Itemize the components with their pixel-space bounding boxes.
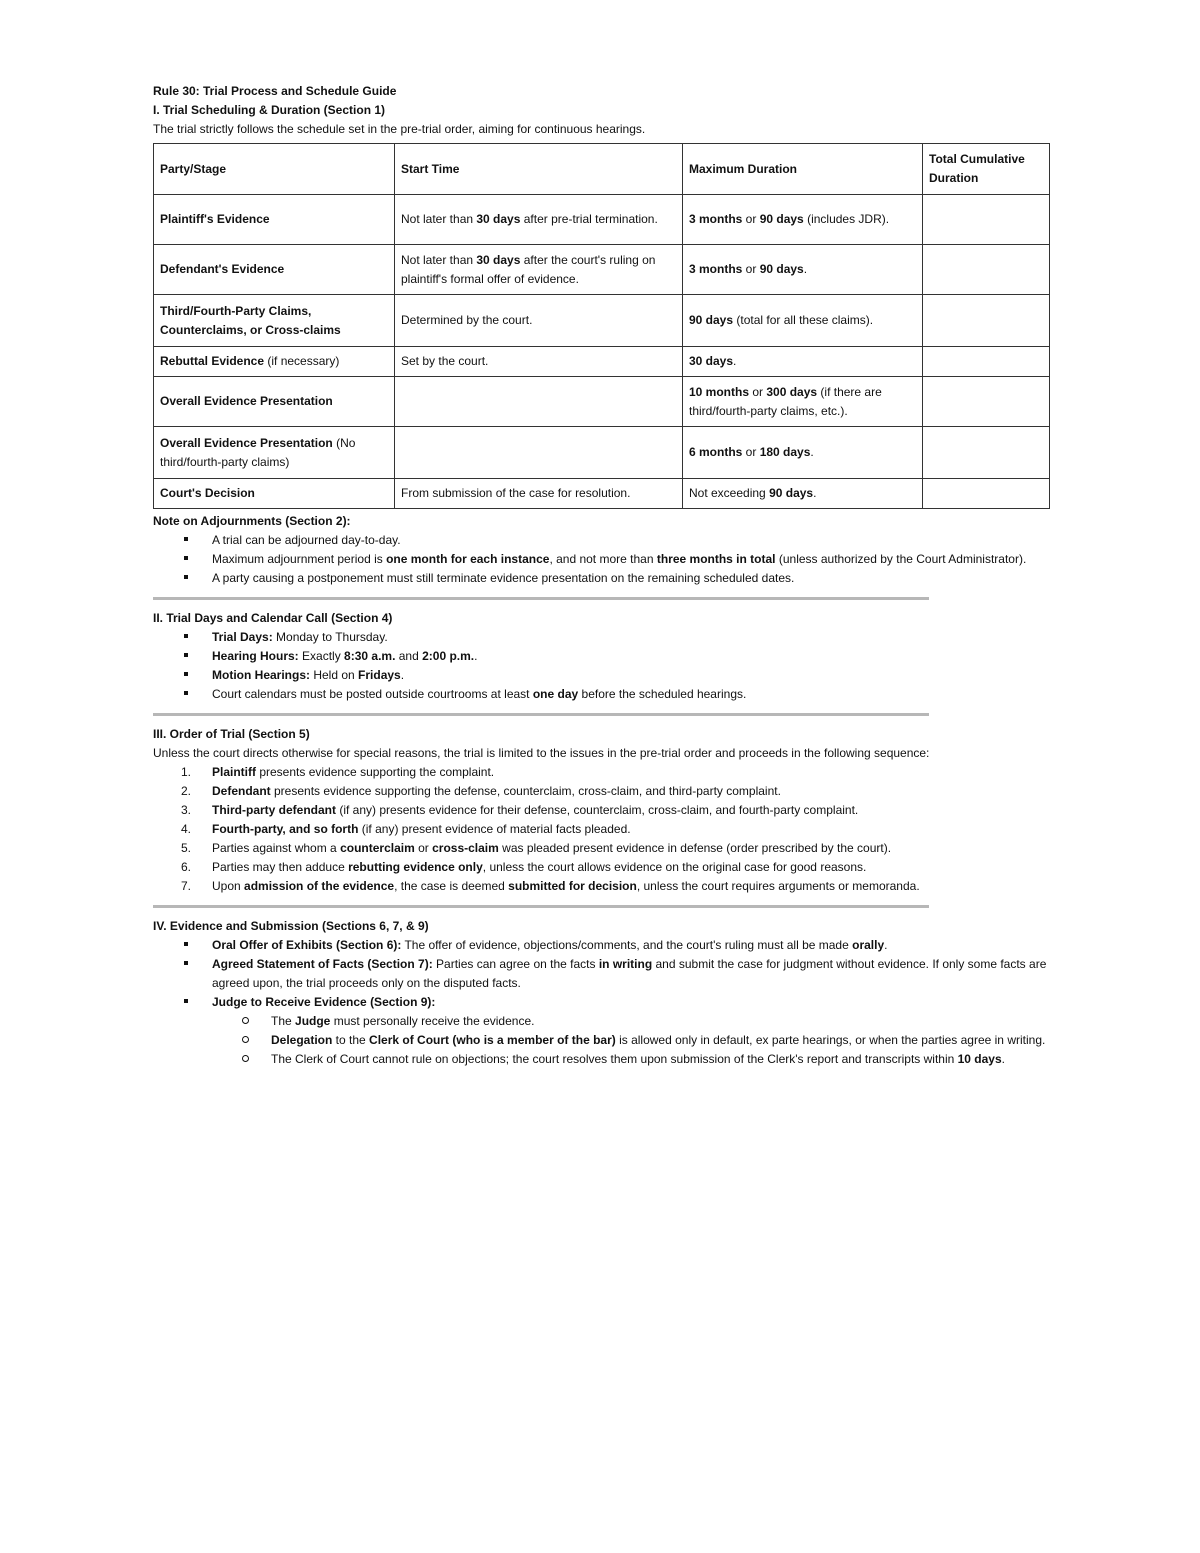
table-header-cell: Start Time — [395, 144, 683, 195]
item-number: 1. — [181, 765, 192, 779]
section-divider — [153, 597, 929, 600]
list-item: 6. Parties may then adduce rebutting evidence only, unless the court allows evidence on the original case for good reasons. — [153, 858, 1048, 877]
list-item: Oral Offer of Exhibits (Section 6): The offer of evidence, objections/comments, and the court's ruling must all be made orally. — [153, 936, 1048, 955]
list-item: 2. Defendant presents evidence supporting the defense, counterclaim, cross-claim, and third-party complaint. — [153, 782, 1048, 801]
bold-text: Trial Days: — [212, 630, 273, 644]
table-header-row — [154, 144, 1050, 195]
max-duration-cell: Not exceeding 90 days. — [683, 479, 923, 509]
max-duration-cell: 10 months or 300 days (if there are third/fourth-party claims, etc.). — [683, 377, 923, 427]
circle-bullet-icon — [242, 1055, 249, 1062]
bold-text: one day — [532, 687, 579, 701]
table-row — [154, 377, 1050, 427]
bold-text: 3 months — [689, 212, 743, 226]
max-duration-cell: 6 months or 180 days. — [683, 427, 923, 479]
list-item: 5. Parties against whom a counterclaim or cross-claim was pleaded present evidence in defense (order prescribed by the court). — [153, 839, 1048, 858]
max-duration-cell: 3 months or 90 days. — [683, 245, 923, 295]
document-title: Rule 30: Trial Process and Schedule Guide — [153, 84, 397, 98]
table-row — [154, 245, 1050, 295]
bold-text: cross-claim — [432, 841, 499, 855]
bold-text: Defendant — [212, 784, 271, 798]
bold-text: Plaintiff's Evidence — [160, 212, 270, 226]
section-1-heading: I. Trial Scheduling & Duration (Section 1) — [153, 103, 386, 117]
item-number: 4. — [181, 822, 192, 836]
stage-cell: Overall Evidence Presentation (No third/fourth-party claims) — [154, 427, 395, 479]
bold-text: Rebuttal Evidence — [160, 354, 265, 368]
bold-text: 180 days — [759, 445, 811, 459]
start-time-cell — [395, 377, 683, 427]
evidence-submission-list — [153, 936, 1048, 1069]
max-duration-cell: 30 days. — [683, 347, 923, 377]
bold-text: 90 days — [759, 212, 804, 226]
list-item: Hearing Hours: Exactly 8:30 a.m. and 2:00 p.m.. — [153, 647, 1048, 666]
table-row — [154, 195, 1050, 245]
list-item: 3. Third-party defendant (if any) presents evidence for their defense, counterclaim, cross-claim, and fourth-party complaint. — [153, 801, 1048, 820]
list-item: Maximum adjournment period is one month for each instance, and not more than three months in total (unless authorized by the Court Administrator). — [153, 550, 1048, 569]
adjournments-heading: Note on Adjournments (Section 2): — [153, 514, 351, 528]
cumulative-duration-cell — [923, 377, 1050, 427]
list-item: 4. Fourth-party, and so forth (if any) present evidence of material facts pleaded. — [153, 820, 1048, 839]
section-3-intro: Unless the court directs otherwise for special reasons, the trial is limited to the issues in the pre-trial order and proceeds in the following sequence: — [153, 746, 930, 760]
bold-text: orally — [852, 938, 885, 952]
item-number: 3. — [181, 803, 192, 817]
cumulative-duration-cell — [923, 195, 1050, 245]
list-item: Court calendars must be posted outside courtrooms at least one day before the scheduled hearings. — [153, 685, 1048, 704]
bold-text: Third-party defendant — [212, 803, 337, 817]
bold-text: Overall Evidence Presentation — [160, 394, 333, 408]
judge-evidence-sublist — [153, 1012, 1048, 1069]
bold-text: Motion Hearings: — [212, 668, 310, 682]
item-number: 6. — [181, 860, 192, 874]
list-item: 1. Plaintiff presents evidence supporting the complaint. — [153, 763, 1048, 782]
item-number: 2. — [181, 784, 192, 798]
section-1-intro: The trial strictly follows the schedule set in the pre-trial order, aiming for continuous hearings. — [153, 122, 646, 136]
table-header-cell: Party/Stage — [154, 144, 395, 195]
bold-text: 300 days — [766, 384, 818, 399]
sub-list-item: Delegation to the Clerk of Court (who is a member of the bar) is allowed only in default, ex parte hearings, or when the parties agree in writing. — [153, 1031, 1048, 1050]
bold-text: 90 days — [769, 486, 814, 500]
start-time-cell: Not later than 30 days after pre-trial termination. — [395, 195, 683, 245]
bold-text: Plaintiff — [212, 765, 256, 779]
bold-text: 10 days — [957, 1052, 1002, 1066]
bold-text: Third/Fourth-Party Claims, Counterclaims, or Cross-claims — [160, 303, 341, 337]
max-duration-cell: 90 days (total for all these claims). — [683, 295, 923, 347]
sub-list-item: The Judge must personally receive the evidence. — [153, 1012, 1048, 1031]
table-header-cell: Total Cumulative Duration — [923, 144, 1050, 195]
bold-text: Judge to Receive Evidence (Section 9): — [212, 995, 436, 1009]
schedule-table — [153, 143, 1050, 509]
stage-cell: Rebuttal Evidence (if necessary) — [154, 347, 395, 377]
bold-text: 90 days — [689, 313, 734, 327]
cumulative-duration-cell — [923, 295, 1050, 347]
sub-list-item: The Clerk of Court cannot rule on objections; the court resolves them upon submission of the Clerk's report and transcripts within 10 days. — [153, 1050, 1048, 1069]
cumulative-duration-cell — [923, 427, 1050, 479]
bold-text: Clerk of Court (who is a member of the bar) — [369, 1033, 616, 1047]
item-number: 5. — [181, 841, 192, 855]
circle-bullet-icon — [242, 1017, 249, 1024]
bold-text: in writing — [598, 957, 653, 971]
bold-text: 8:30 a.m. — [344, 649, 396, 663]
list-item: 7. Upon admission of the evidence, the case is deemed submitted for decision, unless the court requires arguments or memoranda. — [153, 877, 1048, 896]
bold-text: 2:00 p.m. — [422, 649, 475, 663]
list-item: Motion Hearings: Held on Fridays. — [153, 666, 1048, 685]
bold-text: one month for each instance — [386, 552, 550, 566]
bold-text: Hearing Hours: — [212, 649, 299, 663]
trial-days-list — [153, 628, 1048, 704]
stage-cell — [154, 479, 395, 509]
list-item — [153, 993, 1048, 1012]
bold-text: 3 months — [689, 262, 743, 276]
bold-text: Defendant's Evidence — [160, 262, 285, 276]
bold-text: Court's Decision — [160, 486, 255, 500]
table-row — [154, 427, 1050, 479]
start-time-cell: Not later than 30 days after the court's ruling on plaintiff's formal offer of evidence. — [395, 245, 683, 295]
bold-text: three months in total — [656, 552, 776, 566]
list-item: Agreed Statement of Facts (Section 7): Parties can agree on the facts in writing and submit the case for judgment without evidence. If only some facts are agreed upon, the trial proceeds only on the disputed facts. — [153, 955, 1048, 993]
cumulative-duration-cell — [923, 347, 1050, 377]
cumulative-duration-cell — [923, 479, 1050, 509]
bold-text: submitted for decision — [508, 879, 637, 893]
table-body — [154, 195, 1050, 509]
adjournments-list — [153, 531, 1048, 588]
bold-text: Overall Evidence Presentation — [160, 435, 333, 450]
bold-text: admission of the evidence — [244, 879, 395, 893]
table-row — [154, 295, 1050, 347]
cumulative-duration-cell — [923, 245, 1050, 295]
circle-bullet-icon — [242, 1036, 249, 1043]
bold-text: Delegation — [271, 1033, 333, 1047]
document-content — [153, 82, 1048, 1069]
section-3-heading: III. Order of Trial (Section 5) — [153, 727, 310, 741]
bold-text: 10 months — [689, 384, 750, 399]
item-number: 7. — [181, 879, 192, 893]
bold-text: 30 days — [476, 212, 521, 226]
stage-cell — [154, 195, 395, 245]
section-divider — [153, 905, 929, 908]
bold-text: rebutting evidence only — [348, 860, 483, 874]
section-2-heading: II. Trial Days and Calendar Call (Section 4) — [153, 611, 393, 625]
bold-text: Agreed Statement of Facts (Section 7): — [212, 957, 433, 971]
table-row — [154, 479, 1050, 509]
list-item: Trial Days: Monday to Thursday. — [153, 628, 1048, 647]
stage-cell — [154, 377, 395, 427]
stage-cell — [154, 295, 395, 347]
table-header-cell: Maximum Duration — [683, 144, 923, 195]
list-item: A party causing a postponement must still terminate evidence presentation on the remaining scheduled dates. — [153, 569, 1048, 588]
start-time-cell: Determined by the court. — [395, 295, 683, 347]
max-duration-cell: 3 months or 90 days (includes JDR). — [683, 195, 923, 245]
bold-text: 6 months — [689, 445, 743, 459]
list-item: A trial can be adjourned day-to-day. — [153, 531, 1048, 550]
bold-text: 30 days — [476, 252, 521, 267]
bold-text: Judge — [295, 1014, 331, 1028]
table-row — [154, 347, 1050, 377]
section-divider — [153, 713, 929, 716]
bold-text: 90 days — [759, 262, 804, 276]
bold-text: Oral Offer of Exhibits (Section 6): — [212, 938, 402, 952]
start-time-cell — [395, 427, 683, 479]
stage-cell — [154, 245, 395, 295]
start-time-cell: From submission of the case for resolution. — [395, 479, 683, 509]
bold-text: Fridays — [358, 668, 401, 682]
bold-text: counterclaim — [340, 841, 415, 855]
start-time-cell: Set by the court. — [395, 347, 683, 377]
section-4-heading: IV. Evidence and Submission (Sections 6, 7, & 9) — [153, 919, 429, 933]
bold-text: Fourth-party, and so forth — [212, 822, 359, 836]
order-of-trial-list — [153, 763, 1048, 896]
bold-text: 30 days — [689, 354, 734, 368]
